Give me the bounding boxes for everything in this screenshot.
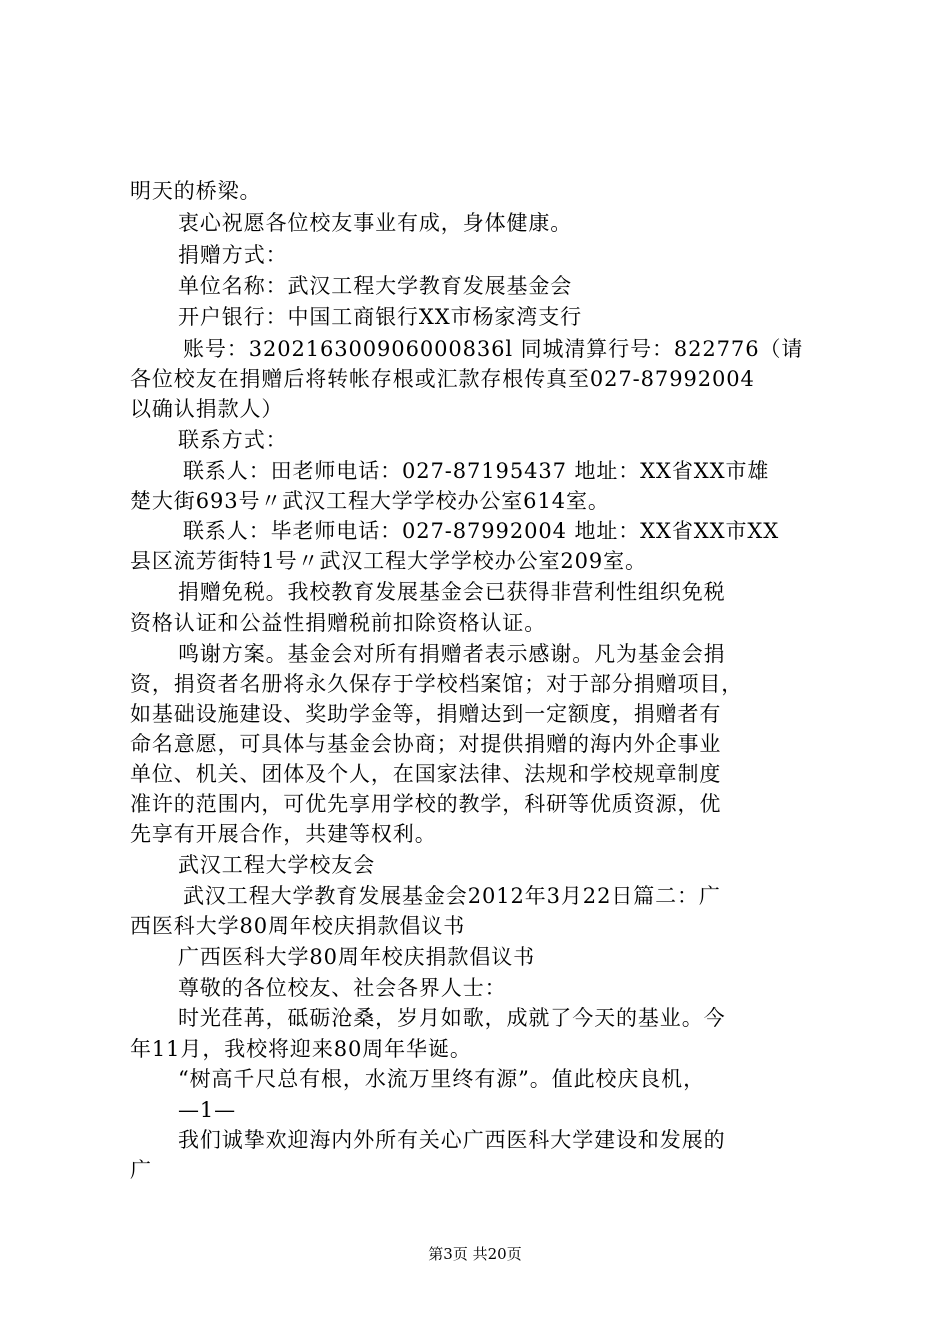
text-line: 准许的范围内，可优先享用学校的教学，科研等优质资源，优 bbox=[130, 792, 722, 816]
text-line: 资，捐资者名册将永久保存于学校档案馆；对于部分捐赠项目， bbox=[130, 672, 744, 696]
text-line: 我们诚挚欢迎海内外所有关心广西医科大学建设和发展的 bbox=[178, 1128, 726, 1152]
text-line: 鸣谢方案。基金会对所有捐赠者表示感谢。凡为基金会捐 bbox=[178, 642, 726, 666]
text-line: 武汉工程大学教育发展基金会2012年3月22日篇二：广 bbox=[183, 884, 721, 908]
text-line: 捐赠免税。我校教育发展基金会已获得非营利性组织免税 bbox=[178, 580, 726, 604]
text-line: 广西医科大学80周年校庆捐款倡议书 bbox=[178, 945, 536, 969]
text-line: 武汉工程大学校友会 bbox=[178, 853, 376, 877]
text-line: 以确认捐款人） bbox=[130, 397, 284, 421]
text-line: 衷心祝愿各位校友事业有成，身体健康。 bbox=[178, 211, 573, 235]
text-line: —1— bbox=[178, 1098, 237, 1122]
page-indicator: 第3页 共20页 bbox=[428, 1245, 522, 1263]
text-line: 尊敬的各位校友、社会各界人士： bbox=[178, 976, 507, 1000]
text-line: 广 bbox=[130, 1158, 152, 1182]
text-line: 单位、机关、团体及个人，在国家法律、法规和学校规章制度 bbox=[130, 762, 722, 786]
text-line: 明天的桥梁。 bbox=[130, 179, 262, 203]
text-line: 如基础设施建设、奖助学金等，捐赠达到一定额度，捐赠者有 bbox=[130, 702, 722, 726]
text-line: 捐赠方式： bbox=[178, 243, 288, 267]
text-line: 单位名称：武汉工程大学教育发展基金会 bbox=[178, 274, 573, 298]
text-line: 资格认证和公益性捐赠税前扣除资格认证。 bbox=[130, 611, 547, 635]
text-line: 账号：320216300906000836l 同城清算行号：822776（请 bbox=[183, 337, 804, 361]
text-line: “树高千尺总有根，水流万里终有源”。值此校庆良机， bbox=[178, 1067, 705, 1091]
text-line: 西医科大学80周年校庆捐款倡议书 bbox=[130, 914, 466, 938]
text-line: 命名意愿，可具体与基金会协商；对提供捐赠的海内外企事业 bbox=[130, 732, 722, 756]
text-line: 联系人：田老师电话：027-87195437 地址：XX省XX市雄 bbox=[183, 459, 770, 483]
text-line: 开户银行：中国工商银行XX市杨家湾支行 bbox=[178, 305, 582, 329]
text-line: 时光荏苒，砥砺沧桑，岁月如歌，成就了今天的基业。今 bbox=[178, 1006, 726, 1030]
text-line: 县区流芳街特1号〃武汉工程大学学校办公室209室。 bbox=[130, 549, 647, 573]
text-line: 联系人：毕老师电话：027-87992004 地址：XX省XX市XX bbox=[183, 519, 780, 543]
text-line: 楚大街693号〃武汉工程大学学校办公室614室。 bbox=[130, 489, 610, 513]
text-line: 各位校友在捐赠后将转帐存根或汇款存根传真至027-87992004 bbox=[130, 367, 755, 391]
text-line: 先享有开展合作，共建等权利。 bbox=[130, 822, 437, 846]
text-line: 联系方式： bbox=[178, 428, 288, 452]
text-line: 年11月，我校将迎来80周年华诞。 bbox=[130, 1037, 472, 1061]
